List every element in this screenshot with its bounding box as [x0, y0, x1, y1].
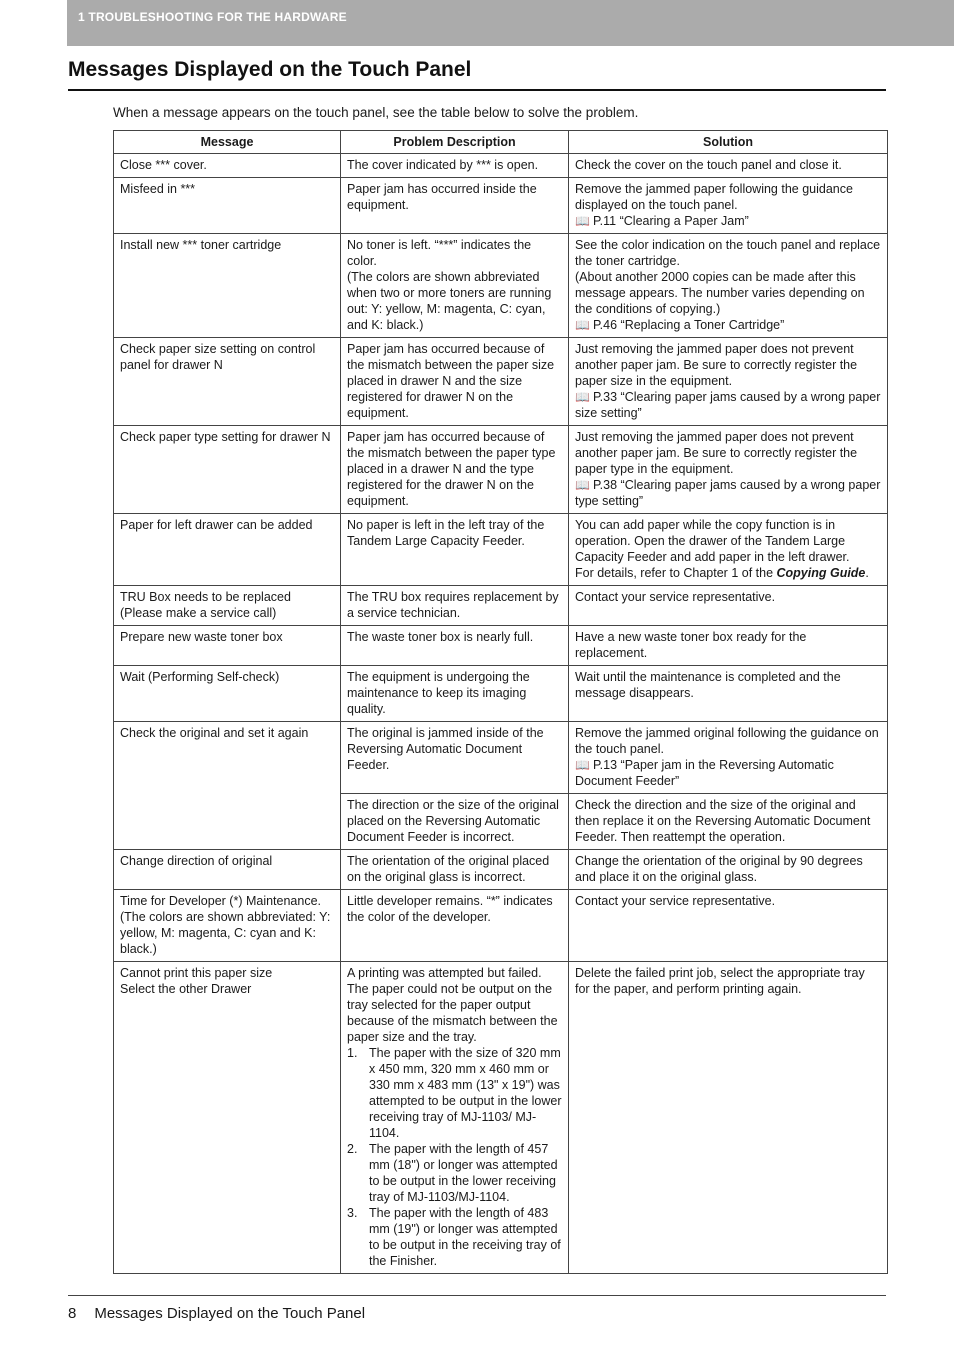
message-note: (Please make a service call): [120, 606, 277, 620]
message-cell: Install new *** toner cartridge: [114, 234, 341, 338]
solution-text: See the color indication on the touch panel and replace the toner cartridge.: [575, 238, 881, 268]
solution-cell: [569, 178, 888, 234]
page-reference-link[interactable]: [575, 317, 881, 333]
page-reference-link[interactable]: [575, 757, 881, 789]
problem-cell: Paper jam has occurred inside the equipment.: [341, 178, 569, 234]
problem-cell: The equipment is undergoing the maintenance to keep its imaging quality.: [341, 666, 569, 722]
message-cell: Misfeed in ***: [114, 178, 341, 234]
message-cell: Time for Developer (*) Maintenance. (The colors are shown abbreviated: Y: yellow, M: magenta, C: cyan and K: black.): [114, 890, 341, 962]
solution-cell: [569, 514, 888, 586]
message-cell: Wait (Performing Self-check): [114, 666, 341, 722]
solution-cell: Contact your service representative.: [569, 890, 888, 962]
page-number: 8: [68, 1305, 77, 1322]
table-row: [114, 338, 888, 426]
item-number: 2.: [347, 1142, 358, 1156]
solution-text: Remove the jammed paper following the guidance displayed on the touch panel.: [575, 182, 853, 212]
solution-text: Just removing the jammed paper does not prevent another paper jam. Be sure to correctly register the paper type in the equipment.: [575, 430, 858, 476]
table-row: [114, 722, 888, 794]
problem-cell: No paper is left in the left tray of the Tandem Large Capacity Feeder.: [341, 514, 569, 586]
solution-text: Just removing the jammed paper does not prevent another paper jam. Be sure to correctly register the paper size in the equipment.: [575, 342, 858, 388]
reference-text: P.46 “Replacing a Toner Cartridge”: [592, 318, 785, 332]
solution-cell: Check the direction and the size of the original and then replace it on the Reversing Automatic Document Feeder. Then reattempt the operation.: [569, 794, 888, 850]
footer-rule: [68, 1295, 886, 1296]
problem-note: (The colors are shown abbreviated when two or more toners are running out: Y: yellow, M: magenta, C: cyan, and K: black.): [347, 270, 552, 332]
table-row: [114, 178, 888, 234]
item-text: The paper with the size of 320 mm x 450 mm, 320 mm x 460 mm or 330 mm x 483 mm (13" x 19") was attempted to be output in the lower receiving tray of MJ-1103/ MJ-1104.: [369, 1046, 562, 1140]
solution-cell: Have a new waste toner box ready for the replacement.: [569, 626, 888, 666]
solution-text: You can add paper while the copy function is in operation. Open the drawer of the Tandem Large Capacity Feeder and add paper in the left drawer.: [575, 518, 850, 564]
reference-text: P.33 “Clearing paper jams caused by a wrong paper size setting”: [575, 390, 881, 420]
solution-cell: [569, 234, 888, 338]
reference-text: P.38 “Clearing paper jams caused by a wrong paper type setting”: [575, 478, 881, 508]
copying-guide-title: Copying Guide: [776, 566, 866, 580]
table-row: [114, 850, 888, 890]
message-text: TRU Box needs to be replaced: [120, 590, 291, 604]
problem-cell: The waste toner box is nearly full.: [341, 626, 569, 666]
reference-text: P.11 “Clearing a Paper Jam”: [592, 214, 749, 228]
page-reference-link[interactable]: [575, 477, 881, 509]
book-icon: 📖: [575, 390, 590, 404]
solution-cell: Change the orientation of the original by 90 degrees and place it on the original glass.: [569, 850, 888, 890]
page-reference-link[interactable]: [575, 389, 881, 421]
table-row: [114, 426, 888, 514]
book-icon: 📖: [575, 478, 590, 492]
problem-cell: The cover indicated by *** is open.: [341, 154, 569, 178]
solution-note: (About another 2000 copies can be made after this message appears. The number varies depending on the conditions of copying.): [575, 270, 865, 316]
problem-text: No toner is left. “***” indicates the color.: [347, 238, 532, 268]
item-number: 3.: [347, 1206, 358, 1220]
item-number: 1.: [347, 1046, 358, 1060]
message-cell: Check paper type setting for drawer N: [114, 426, 341, 514]
page-reference-link[interactable]: [575, 213, 881, 229]
problem-cell: Little developer remains. “*” indicates the color of the developer.: [341, 890, 569, 962]
message-text: Select the other Drawer: [120, 982, 252, 996]
intro-text: When a message appears on the touch panel, see the table below to solve the problem.: [113, 105, 639, 120]
table-row: [114, 154, 888, 178]
message-cell: Prepare new waste toner box: [114, 626, 341, 666]
solution-text: Remove the jammed original following the guidance on the touch panel.: [575, 726, 879, 756]
solution-cell: Contact your service representative.: [569, 586, 888, 626]
message-cell: [114, 962, 341, 1274]
table-row: [114, 514, 888, 586]
problem-cell: [341, 962, 569, 1274]
header-problem-description: Problem Description: [341, 131, 569, 154]
book-icon: 📖: [575, 758, 590, 772]
problem-cell: [341, 234, 569, 338]
header-solution: Solution: [569, 131, 888, 154]
message-cell: Change direction of original: [114, 850, 341, 890]
message-cell: Check the original and set it again: [114, 722, 341, 850]
solution-cell: Check the cover on the touch panel and close it.: [569, 154, 888, 178]
page-title: Messages Displayed on the Touch Panel: [68, 58, 472, 81]
table-header-row: [114, 131, 888, 154]
book-icon: 📖: [575, 318, 590, 332]
messages-table: [113, 130, 888, 1274]
table-row: [114, 626, 888, 666]
message-cell: [114, 586, 341, 626]
table-row: [114, 586, 888, 626]
problem-cell: Paper jam has occurred because of the mismatch between the paper type placed in a drawer N and the type registered for the drawer N on the equipment.: [341, 426, 569, 514]
book-icon: 📖: [575, 214, 590, 228]
table-row: [114, 890, 888, 962]
section-header-band: [67, 0, 954, 46]
problem-cell: The original is jammed inside of the Reversing Automatic Document Feeder.: [341, 722, 569, 794]
message-cell: Check paper size setting on control panel for drawer N: [114, 338, 341, 426]
problem-cell: Paper jam has occurred because of the mismatch between the paper size placed in drawer N and the size registered for drawer N on the equipment.: [341, 338, 569, 426]
table-row: [114, 666, 888, 722]
problem-cell: The TRU box requires replacement by a service technician.: [341, 586, 569, 626]
footer-section-title: Messages Displayed on the Touch Panel: [94, 1305, 366, 1322]
page-footer: [68, 1305, 365, 1322]
header-message: Message: [114, 131, 341, 154]
message-text: Cannot print this paper size: [120, 966, 273, 980]
table-row: [114, 962, 888, 1274]
solution-cell: [569, 426, 888, 514]
solution-cell: [569, 338, 888, 426]
problem-cell: The direction or the size of the original placed on the Reversing Automatic Document Feeder is incorrect.: [341, 794, 569, 850]
reference-text: P.13 “Paper jam in the Reversing Automatic Document Feeder”: [575, 758, 834, 788]
numbered-item: [347, 1045, 562, 1141]
problem-text: A printing was attempted but failed. The paper could not be output on the tray selected for the paper output because of the mismatch between the paper size and the tray.: [347, 966, 558, 1044]
title-underline: [68, 89, 886, 91]
solution-details: For details, refer to Chapter 1 of the Copying Guide.: [575, 566, 869, 580]
solution-cell: Delete the failed print job, select the appropriate tray for the paper, and perform printing again.: [569, 962, 888, 1274]
numbered-item: [347, 1141, 562, 1205]
section-label: 1 TROUBLESHOOTING FOR THE HARDWARE: [78, 10, 347, 24]
item-text: The paper with the length of 457 mm (18") or longer was attempted to be output in the lower receiving tray of MJ-1103/MJ-1104.: [369, 1142, 558, 1204]
table-row: [114, 234, 888, 338]
numbered-item: [347, 1205, 562, 1269]
solution-cell: Wait until the maintenance is completed and the message disappears.: [569, 666, 888, 722]
message-cell: Paper for left drawer can be added: [114, 514, 341, 586]
message-cell: Close *** cover.: [114, 154, 341, 178]
item-text: The paper with the length of 483 mm (19") or longer was attempted to be output in the receiving tray of the Finisher.: [369, 1206, 561, 1268]
solution-cell: [569, 722, 888, 794]
problem-cell: The orientation of the original placed on the original glass is incorrect.: [341, 850, 569, 890]
